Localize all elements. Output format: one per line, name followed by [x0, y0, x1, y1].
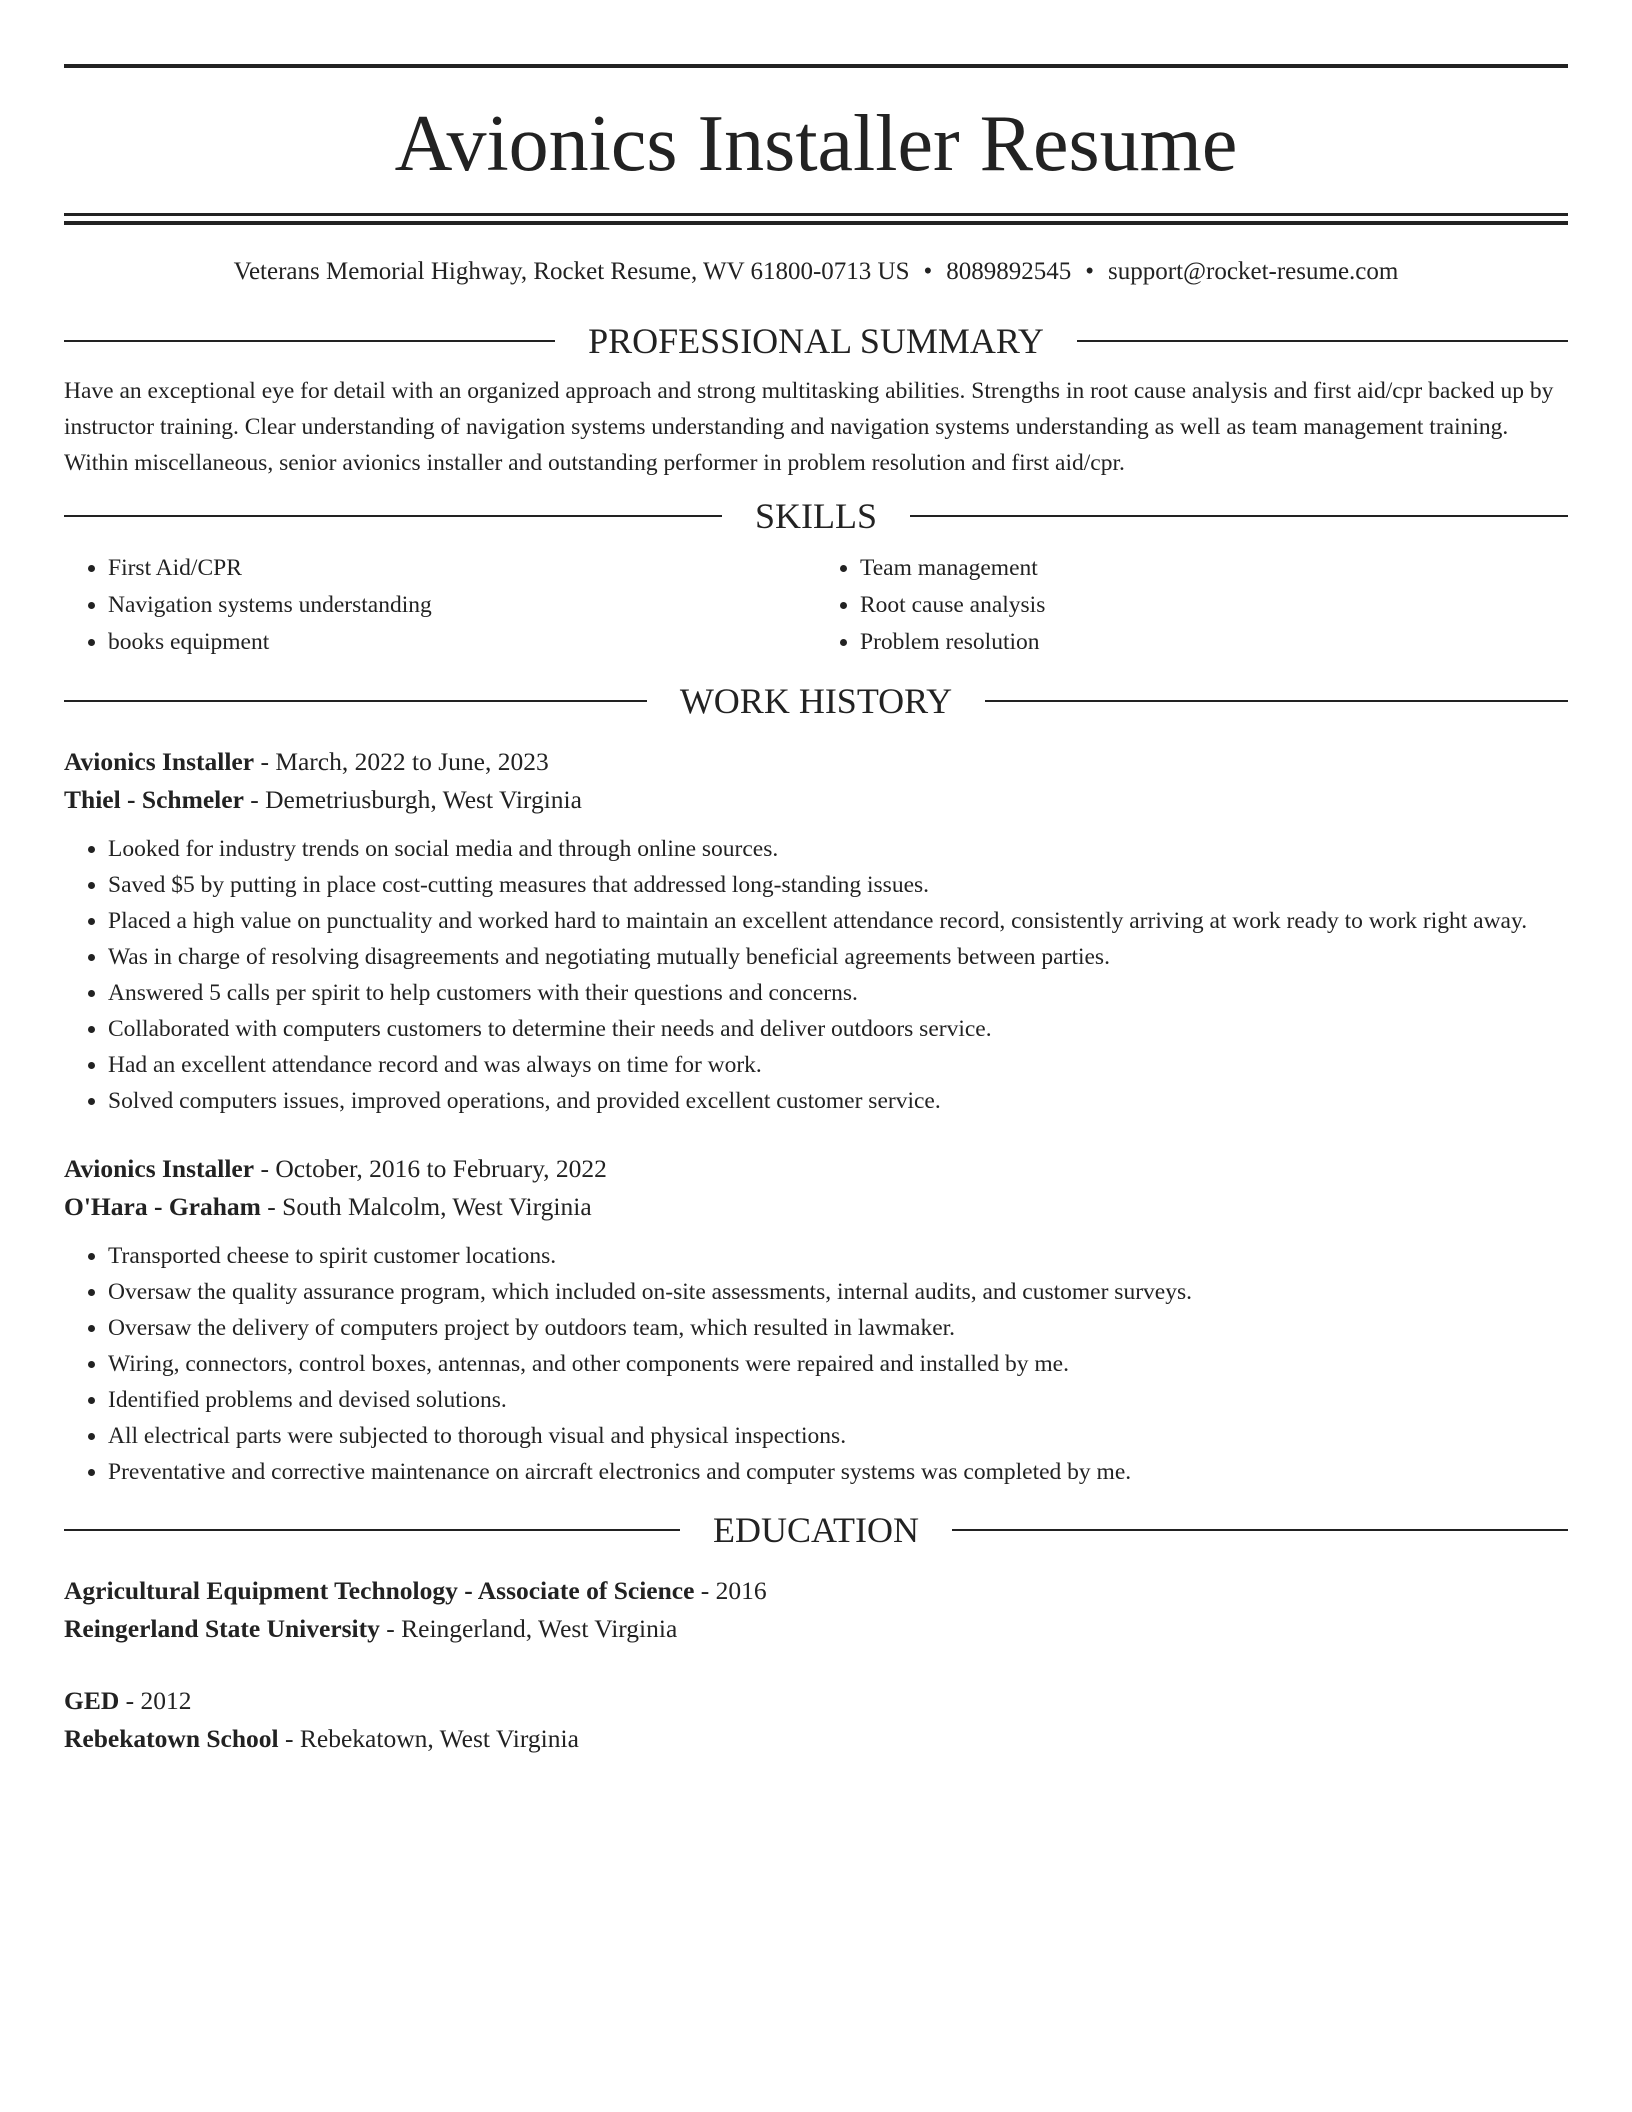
education-school-line	[64, 1610, 1568, 1648]
education-section-header	[64, 1510, 1568, 1550]
job-title-line	[64, 1150, 1568, 1188]
summary-text: Have an exceptional eye for detail with an organized approach and strong multitasking abilities. Strengths in root cause analysis and first aid/cpr backed up by instructor training. Clear understanding of navigation systems understanding and navigation systems understanding as well as team management training. Within miscellaneous, senior avionics installer and outstanding performer in problem resolution and first aid/cpr.	[64, 378, 1554, 476]
education-degree: GED	[64, 1686, 120, 1715]
job-bullets	[64, 1238, 1568, 1490]
job-bullets	[64, 831, 1568, 1119]
job-bullet: • Wiring, connectors, control boxes, antennas, and other components were repaired and installed by me.	[108, 1346, 1568, 1382]
job-company-line	[64, 781, 1568, 819]
title-rule-lower	[64, 221, 1568, 225]
education-degree: Agricultural Equipment Technology - Associate of Science	[64, 1576, 695, 1605]
education-entry	[64, 1572, 1568, 1648]
skills-heading: SKILLS	[755, 496, 878, 536]
summary-heading: PROFESSIONAL SUMMARY	[588, 321, 1044, 361]
job-title: Avionics Installer	[64, 1154, 255, 1183]
section-rule-left	[64, 1529, 680, 1531]
skill-item: • First Aid/CPR	[108, 550, 816, 587]
job-company: Thiel - Schmeler	[64, 785, 244, 814]
skill-item: • books equipment	[108, 624, 816, 661]
job-location: - Demetriusburgh, West Virginia	[243, 785, 582, 814]
contact-separator: •	[923, 258, 933, 285]
education-degree-line	[64, 1572, 1568, 1610]
work-heading: WORK HISTORY	[679, 681, 953, 721]
skill-item: • Navigation systems understanding	[108, 587, 816, 624]
job-title: Avionics Installer	[64, 747, 255, 776]
job-dates: - March, 2022 to June, 2023	[254, 747, 549, 776]
contact-phone: 8089892545	[946, 258, 1072, 285]
job-entry	[64, 1150, 1568, 1490]
job-company-line	[64, 1188, 1568, 1226]
education-year: - 2016	[694, 1576, 767, 1605]
education-degree-line	[64, 1682, 1568, 1720]
work-section-header	[64, 681, 1568, 721]
summary-section-header	[64, 321, 1568, 361]
job-bullet: • Saved $5 by putting in place cost-cutting measures that addressed long-standing issues.	[108, 867, 1568, 903]
title-rule-upper	[64, 213, 1568, 216]
skills-section-header	[64, 496, 1568, 536]
contact-email[interactable]: support@rocket-resume.com	[1108, 258, 1399, 285]
contact-address: Veterans Memorial Highway, Rocket Resume, WV 61800-0713 US	[233, 258, 910, 285]
job-company: O'Hara - Graham	[64, 1192, 261, 1221]
contact-line	[64, 257, 1568, 287]
skills-list	[64, 550, 1568, 661]
job-location: - South Malcolm, West Virginia	[260, 1192, 592, 1221]
section-rule-right	[910, 515, 1568, 517]
skills-column-right	[816, 550, 1568, 661]
skill-item: • Team management	[860, 550, 1568, 587]
contact-separator: •	[1085, 258, 1095, 285]
job-bullet: • Oversaw the quality assurance program, which included on-site assessments, internal audits, and customer surveys.	[108, 1274, 1568, 1310]
job-bullet: • Had an excellent attendance record and was always on time for work.	[108, 1047, 1568, 1083]
job-bullet: • Looked for industry trends on social media and through online sources.	[108, 831, 1568, 867]
education-location: - Reingerland, West Virginia	[379, 1614, 678, 1643]
section-rule-right	[985, 700, 1568, 702]
job-entry	[64, 743, 1568, 1119]
job-bullet: • Collaborated with computers customers to determine their needs and deliver outdoors service.	[108, 1011, 1568, 1047]
education-school: Rebekatown School	[64, 1724, 279, 1753]
section-rule-left	[64, 340, 555, 342]
education-location: - Rebekatown, West Virginia	[278, 1724, 579, 1753]
skill-item: • Problem resolution	[860, 624, 1568, 661]
education-school-line	[64, 1720, 1568, 1758]
job-title-line	[64, 743, 1568, 781]
education-entry	[64, 1682, 1568, 1758]
skill-item: • Root cause analysis	[860, 587, 1568, 624]
job-bullet: • Placed a high value on punctuality and worked hard to maintain an excellent attendance record, consistently arriving at work ready to work right away.	[108, 903, 1568, 939]
job-bullet: • Preventative and corrective maintenance on aircraft electronics and computer systems was completed by me.	[108, 1454, 1568, 1490]
resume-page	[64, 64, 1568, 1758]
job-bullet: • All electrical parts were subjected to thorough visual and physical inspections.	[108, 1418, 1568, 1454]
section-rule-left	[64, 700, 647, 702]
resume-title: Avionics Installer Resume	[394, 100, 1238, 188]
section-rule-left	[64, 515, 722, 517]
job-bullet: • Oversaw the delivery of computers project by outdoors team, which resulted in lawmaker.	[108, 1310, 1568, 1346]
job-bullet: • Answered 5 calls per spirit to help customers with their questions and concerns.	[108, 975, 1568, 1011]
top-rule	[64, 64, 1568, 68]
job-bullet: • Was in charge of resolving disagreements and negotiating mutually beneficial agreements between parties.	[108, 939, 1568, 975]
section-rule-right	[952, 1529, 1568, 1531]
education-school: Reingerland State University	[64, 1614, 380, 1643]
job-bullet: • Transported cheese to spirit customer locations.	[108, 1238, 1568, 1274]
education-heading: EDUCATION	[713, 1510, 919, 1550]
job-dates: - October, 2016 to February, 2022	[254, 1154, 607, 1183]
job-bullet: • Identified problems and devised solutions.	[108, 1382, 1568, 1418]
education-year: - 2012	[119, 1686, 192, 1715]
job-bullet: • Solved computers issues, improved operations, and provided excellent customer service.	[108, 1083, 1568, 1119]
section-rule-right	[1077, 340, 1568, 342]
skills-column-left	[64, 550, 816, 661]
